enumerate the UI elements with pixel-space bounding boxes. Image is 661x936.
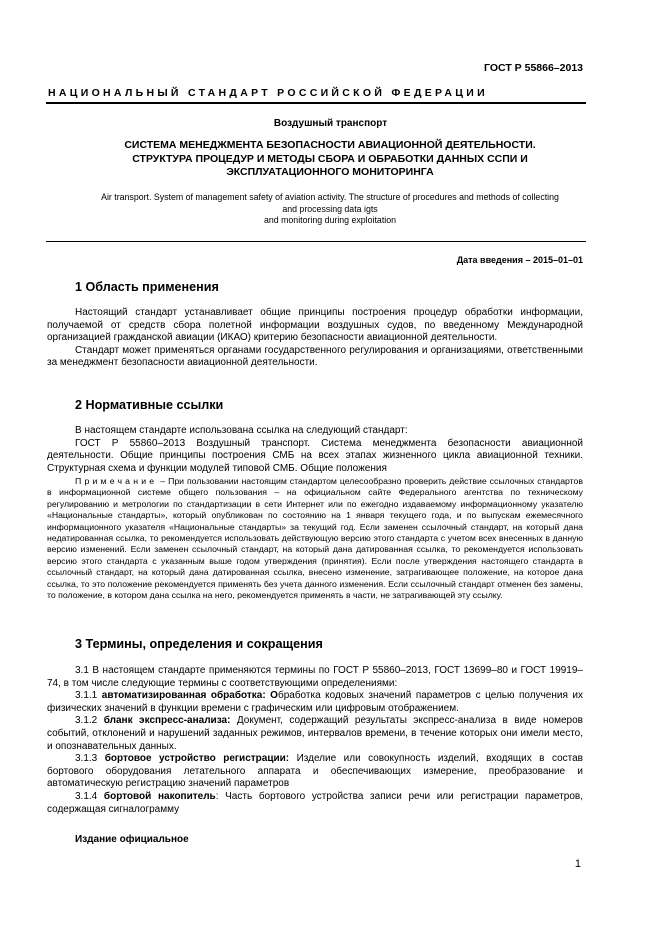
- term-3-1-2: [47, 715, 583, 753]
- term-name: бланк экспресс-анализа:: [103, 715, 231, 727]
- paragraph: В настоящем стандарте использована ссылка на следующий стандарт:: [75, 425, 408, 436]
- section-1-heading: 1 Область применения: [75, 280, 219, 294]
- term-name: бортовой накопитель: [103, 790, 216, 802]
- title-line: СИСТЕМА МЕНЕДЖМЕНТА БЕЗОПАСНОСТИ АВИАЦИОННОЙ ДЕЯТЕЛЬНОСТИ.: [124, 139, 536, 151]
- term-number: 3.1.1: [75, 690, 102, 702]
- standard-banner: НАЦИОНАЛЬНЫЙ СТАНДАРТ РОССИЙСКОЙ ФЕДЕРАЦИИ: [48, 87, 488, 99]
- paragraph: 3.1 В настоящем стандарте применяются термины по ГОСТ Р 55860–2013, ГОСТ 13699–80 и ГОСТ 19919–74, в том числе следующие термины с соответствующими определениями:: [47, 665, 583, 689]
- english-title-line: and processing data igts: [282, 203, 378, 214]
- term-name: автоматизированная обработка: О: [101, 690, 278, 702]
- paragraph: Стандарт может применяться органами государственного регулирования и организациями, ответственными за менеджмент безопасности авиационной деятельности.: [47, 344, 583, 369]
- english-title-line: and monitoring during exploitation: [263, 215, 397, 225]
- title-line: СТРУКТУРА ПРОЦЕДУР И МЕТОДЫ СБОРА И ОБРАБОТКИ ДАННЫХ ССПИ И: [132, 152, 528, 165]
- term-definition: Документ, содержащий результаты экспресс-анализа в виде номеров событий, отклонений и нарушений заданных режимов, интервалов времени, в течение которых они имели место, и опознавательных данных.: [47, 715, 583, 752]
- section-3-heading: 3 Термины, определения и сокращения: [75, 637, 323, 651]
- term-number: 3.1.3: [75, 753, 105, 765]
- introduction-date: Дата введения – 2015–01–01: [456, 255, 583, 265]
- english-title-line: Air transport. System of management safety of aviation activity. The structure of procedures and methods of collecting: [101, 192, 559, 202]
- term-definition: бработка кодовых значений параметров с целью получения их физических значений в функции времени с графическим или цифровым отображением.: [47, 690, 584, 714]
- note-paragraph: [47, 476, 583, 601]
- term-number: 3.1.4: [75, 790, 104, 802]
- paragraph: ГОСТ Р 55860–2013 Воздушный транспорт. Система менеджмента безопасности авиационной деятельности. Общие принципы построения СМБ на всех этапах жизненного цикла авиационной техники. Структурная схема и функции модулей типовой СМБ. Общие положения: [47, 437, 583, 474]
- term-definition: : Часть бортового устройства записи речи или регистрации параметров, содержащая сигналограмму: [47, 790, 583, 815]
- section-3-body: [47, 665, 583, 816]
- term-number: 3.1.2: [75, 715, 104, 727]
- note-label: Примечание: [75, 476, 158, 486]
- document-title: [60, 139, 600, 180]
- term-definition: Изделие или совокупность изделий, входящих в состав бортового оборудования летательного аппарата и обеспечивающих измерение, преобразование и автоматическую регистрацию значений параметров: [47, 753, 583, 790]
- section-2-body: [47, 425, 583, 475]
- term-3-1-3: [47, 753, 583, 791]
- title-rule: [46, 241, 586, 242]
- reference-note: [47, 476, 583, 601]
- term-3-1-1: [47, 690, 583, 715]
- header-rule: [46, 102, 586, 104]
- section-1-body: [47, 307, 583, 370]
- official-edition-label: Издание официальное: [75, 834, 189, 845]
- title-line: ЭКСПЛУАТАЦИОННОГО МОНИТОРИНГА: [226, 166, 434, 178]
- section-2-heading: 2 Нормативные ссылки: [75, 398, 224, 412]
- document-code: ГОСТ Р 55866–2013: [484, 62, 583, 74]
- english-title: [40, 192, 620, 227]
- document-field: Воздушный транспорт: [273, 118, 388, 129]
- note-text: – При пользовании настоящим стандартом целесообразно проверить действие ссылочных стандартов в информационной системе общего пользования – на официальном сайте Федерального агентства по техническому регулированию и метрологии по стандартизации в сети Интернет или по ежегодно издаваемому информационному указателю «Национальные стандарты», который опубликован по состоянию на 1 января текущего года, и по выпускам ежемесячного информационного указателя «Национальные стандарты» за текущий год. Если заменен ссылочный стандарт, на который дана недатированная ссылка, то рекомендуется использовать действующую версию этого стандарта с учетом всех внесенных в данную версию изменений. Если заменен ссылочный стандарт, на который дана датированная ссылка, то рекомендуется использовать версию этого стандарта с указанным выше годом утверждения (принятия). Если после утверждения настоящего стандарта в ссылочный стандарт, на который дана датированная ссылка, внесено изменение, затрагивающее положение, на которое дана ссылка, то это положение рекомендуется применять без учета данного изменения. Если ссылочный стандарт отменен без замены, то положение, в котором дана ссылка на него, рекомендуется применять в части, не затрагивающей эту ссылку.: [47, 476, 583, 601]
- term-3-1-4: [47, 791, 583, 816]
- page-number: 1: [574, 858, 581, 870]
- paragraph: Настоящий стандарт устанавливает общие принципы построения процедур обработки информации, получаемой от средств сбора полетной информации воздушных судов, по введенному Международной организацией гражданской авиации (ИКАО) критерию безопасности авиационной деятельности.: [47, 307, 583, 344]
- term-name: бортовое устройство регистрации:: [104, 753, 290, 765]
